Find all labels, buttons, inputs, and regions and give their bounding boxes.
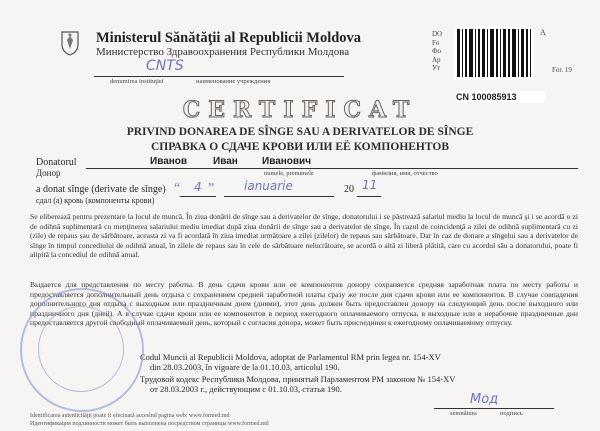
donor-caption-ru: фамилия, имя, отчество bbox=[372, 170, 438, 177]
subtitle-ru: СПРАВКА О СДАЧЕ КРОВИ ИЛИ ЕЁ КОМПОНЕНТОВ bbox=[150, 141, 450, 153]
identification-text: Identificarea autenticităţii poate fi efectuată accesînd pagina web: www.formed.md bbox=[30, 413, 230, 419]
coat-of-arms-icon bbox=[60, 30, 80, 56]
subtitle-ro: PRIVIND DONAREA DE SÎNGE SAU A DERIVATELOR DE SÎNGE bbox=[126, 126, 474, 138]
institution-handwritten: CNTS bbox=[146, 58, 184, 74]
donor-label: Donatorul bbox=[36, 157, 77, 168]
donor-label-ru: Донор bbox=[36, 168, 61, 178]
institution-caption-ru: наименование учреждения bbox=[196, 78, 271, 85]
identification-text-ru: Идентификация подлинности может быть выполнена посредством страницы www.formed.md bbox=[30, 421, 269, 427]
form-side-text: DO Fo Фо Ap Ут bbox=[432, 30, 443, 72]
donation-day: 4 bbox=[194, 180, 202, 194]
institution-line bbox=[94, 76, 344, 77]
legal-ru-line1: Трудовой кодекс Республики Молдова, принятый Парламентом РМ законом № 154-XV bbox=[140, 374, 456, 384]
donor-first-name: Иван bbox=[213, 156, 238, 167]
donor-name-line bbox=[86, 168, 578, 169]
barcode bbox=[454, 26, 534, 80]
donated-label-ru: сдал (а) кровь (компоненты крови) bbox=[36, 196, 155, 205]
signature-line bbox=[434, 408, 554, 409]
year-suffix: 11 bbox=[362, 178, 378, 192]
ministry-name-ro: Ministerul Sănătăţii al Republicii Moldova bbox=[96, 30, 362, 46]
donor-surname: Иванов bbox=[150, 156, 188, 167]
month-line bbox=[224, 196, 334, 197]
legal-ro-line1: Codul Muncii al Republicii Moldova, adoptat de Parlamentul RM prin legea nr. 154-XV bbox=[140, 352, 441, 362]
day-open-quote: “ bbox=[174, 181, 181, 196]
legal-ro-line2: din 28.03.2003, în vigoare de la 01.10.03, articolul 190. bbox=[150, 362, 340, 372]
year-line bbox=[357, 196, 381, 197]
day-close-quote: ” bbox=[208, 181, 215, 196]
year-prefix: 20 bbox=[344, 184, 354, 195]
institution-caption: denumirea instituţiei bbox=[110, 78, 164, 85]
ministry-name-ru: Министерство Здравоохранения Республики Молдова bbox=[96, 46, 350, 58]
donor-patronymic: Иванович bbox=[262, 156, 312, 167]
paragraph-ru: Выдается для представления по месту работы. В день сдачи крови или ее компонентов донору сохраняется средняя заработная плата по месту работы и предоставляется дополнительный день отдыха с сохранением средней заработной платы сразу же после дня сдачи крови или ее компонентов. В случае совпадения дополнительного дня отдыха с выходным или праздничным днем (днями), этот день должен быть предоставлен донору на следующий день после выходного или праздничного дня (дней). А в случае сдачи крови или ее компонентов в период ежегодного оплачиваемого отпуска, в выходные или в нерабочие праздничные дни предоставляется другой свободный оплачиваемый день, который с согласия донора, может быть присоединен к ежегодному оплачиваемому отпуску. bbox=[30, 280, 578, 328]
form-code: А bbox=[540, 28, 546, 37]
form-number: For. 19 bbox=[552, 66, 572, 74]
certificate-title: CERTIFICAT bbox=[182, 97, 418, 123]
cn-number: CN 100085913 bbox=[456, 91, 546, 103]
signature-caption-ro: semnătura bbox=[450, 410, 477, 417]
official-stamp bbox=[20, 288, 144, 412]
signature: Мод bbox=[470, 392, 499, 407]
legal-ru-line2: от 28.03.2003 г., действующим с 01.10.03, статья 190. bbox=[150, 384, 342, 394]
paragraph-ro: Se eliberează pentru prezentare la locul de muncă. În ziua donării de sînge sau a derivatelor de sînge, donatorului i se păstrează salariul mediu la locul de muncă şi i se acordă o zi de odihnă suplimentară cu menţinerea salariului mediu imediat după ziua donării de sînge sau a derivatelor de sînge. În cazul de coincidenţă a zilei de odihnă suplimentară cu zi (zile) de repaus sau de sărbătoare, aceasta zi va fi acordată în ziua imediat următoare a zilei (zilelor) de repaus sau sărbătoare. Dar în caz de donare a sîngelui sau a derivatelor de sînge în timpul concediului de odihnă anual, în zilele de repaus sau în cele de sărbătoare nelucrătoare, se acordă o altă zi liberă plătită, care cu acordul său a donatorului, poate fi alipită la concediul de odihnă anual. bbox=[30, 212, 578, 260]
donated-label: a donat sînge (derivate de sînge) bbox=[36, 184, 166, 195]
donation-month: ianuarie bbox=[244, 179, 293, 193]
signature-caption-ru: подпись bbox=[500, 410, 523, 417]
donor-caption-ro: numele, prenumele bbox=[264, 170, 314, 177]
